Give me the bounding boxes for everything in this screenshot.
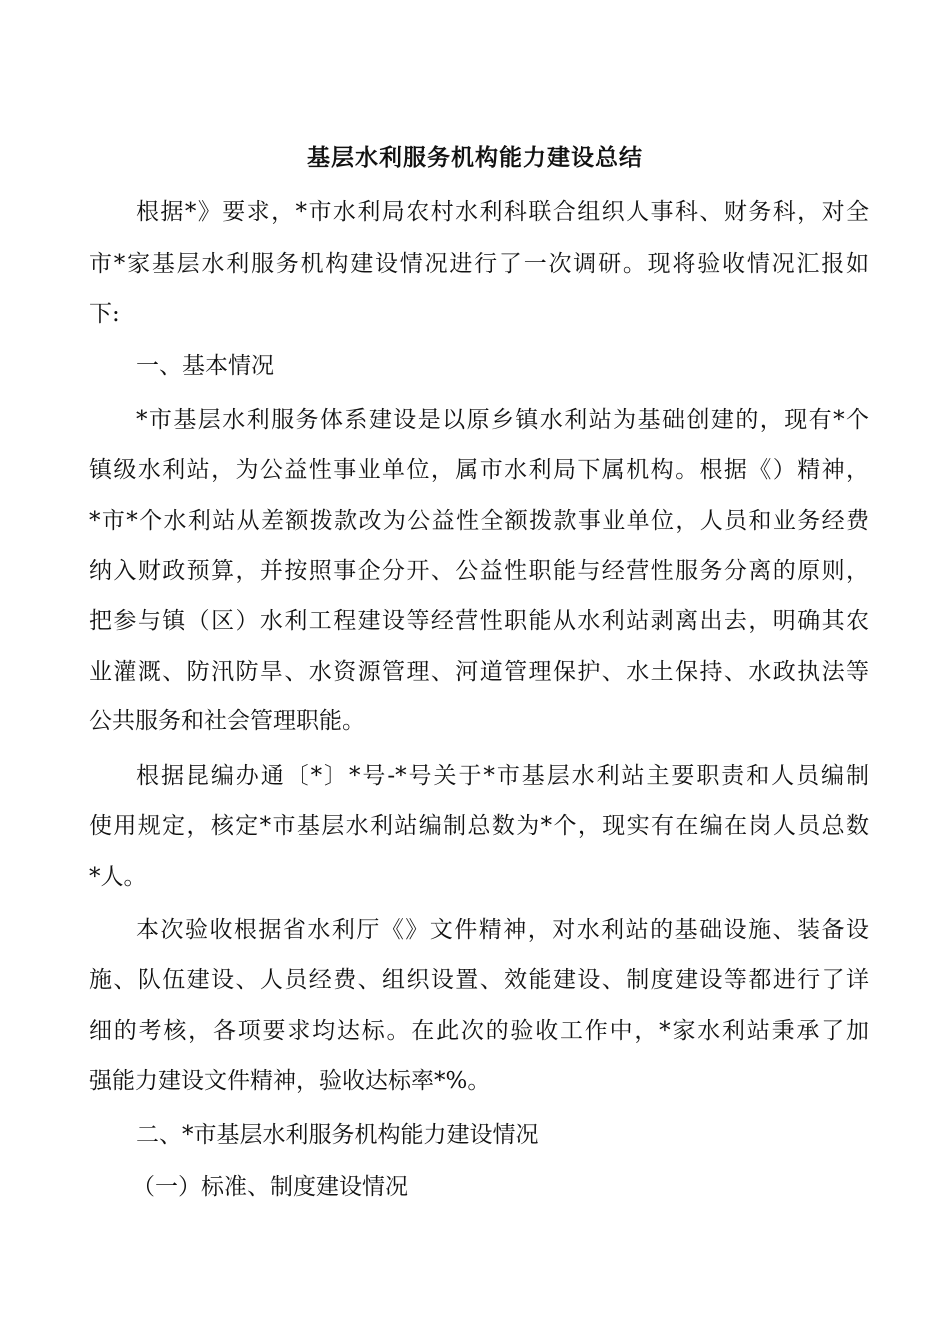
paragraph-line: 施、队伍建设、人员经费、组织设置、效能建设、制度建设等都进行了详 xyxy=(89,967,869,993)
paragraph-line: 根据*》要求，*市水利局农村水利科联合组织人事科、财务科，对全 xyxy=(136,199,869,225)
subsection-heading: （一）标准、制度建设情况 xyxy=(132,1174,408,1200)
paragraph-line: *人。 xyxy=(89,864,147,890)
section-heading: 一、基本情况 xyxy=(136,353,274,379)
paragraph-line: 使用规定，核定*市基层水利站编制总数为*个，现实有在编在岗人员总数 xyxy=(89,813,869,839)
paragraph-line: 市*家基层水利服务机构建设情况进行了一次调研。现将验收情况汇报如 xyxy=(89,251,869,277)
document-title: 基层水利服务机构能力建设总结 xyxy=(307,145,643,171)
paragraph-line: 细的考核，各项要求均达标。在此次的验收工作中，*家水利站秉承了加 xyxy=(89,1018,869,1044)
paragraph-line: 纳入财政预算，并按照事企分开、公益性职能与经营性服务分离的原则， xyxy=(89,558,869,584)
paragraph-line: *市基层水利服务体系建设是以原乡镇水利站为基础创建的，现有*个 xyxy=(136,407,869,433)
paragraph-line: *市*个水利站从差额拨款改为公益性全额拨款事业单位，人员和业务经费 xyxy=(89,508,869,534)
paragraph-line: 根据昆编办通〔*〕*号-*号关于*市基层水利站主要职责和人员编制 xyxy=(136,763,869,789)
paragraph-line: 公共服务和社会管理职能。 xyxy=(89,708,365,734)
paragraph-line: 本次验收根据省水利厅《》文件精神，对水利站的基础设施、装备设 xyxy=(136,917,869,943)
paragraph-line: 业灌溉、防汛防旱、水资源管理、河道管理保护、水土保持、水政执法等 xyxy=(89,659,869,685)
paragraph-line: 把参与镇（区）水利工程建设等经营性职能从水利站剥离出去，明确其农 xyxy=(89,608,869,634)
paragraph-line: 下: xyxy=(89,301,120,327)
paragraph-line: 镇级水利站，为公益性事业单位，属市水利局下属机构。根据《）精神， xyxy=(89,457,869,483)
paragraph-line: 强能力建设文件精神，验收达标率*%。 xyxy=(89,1068,491,1094)
section-heading: 二、*市基层水利服务机构能力建设情况 xyxy=(136,1122,539,1148)
